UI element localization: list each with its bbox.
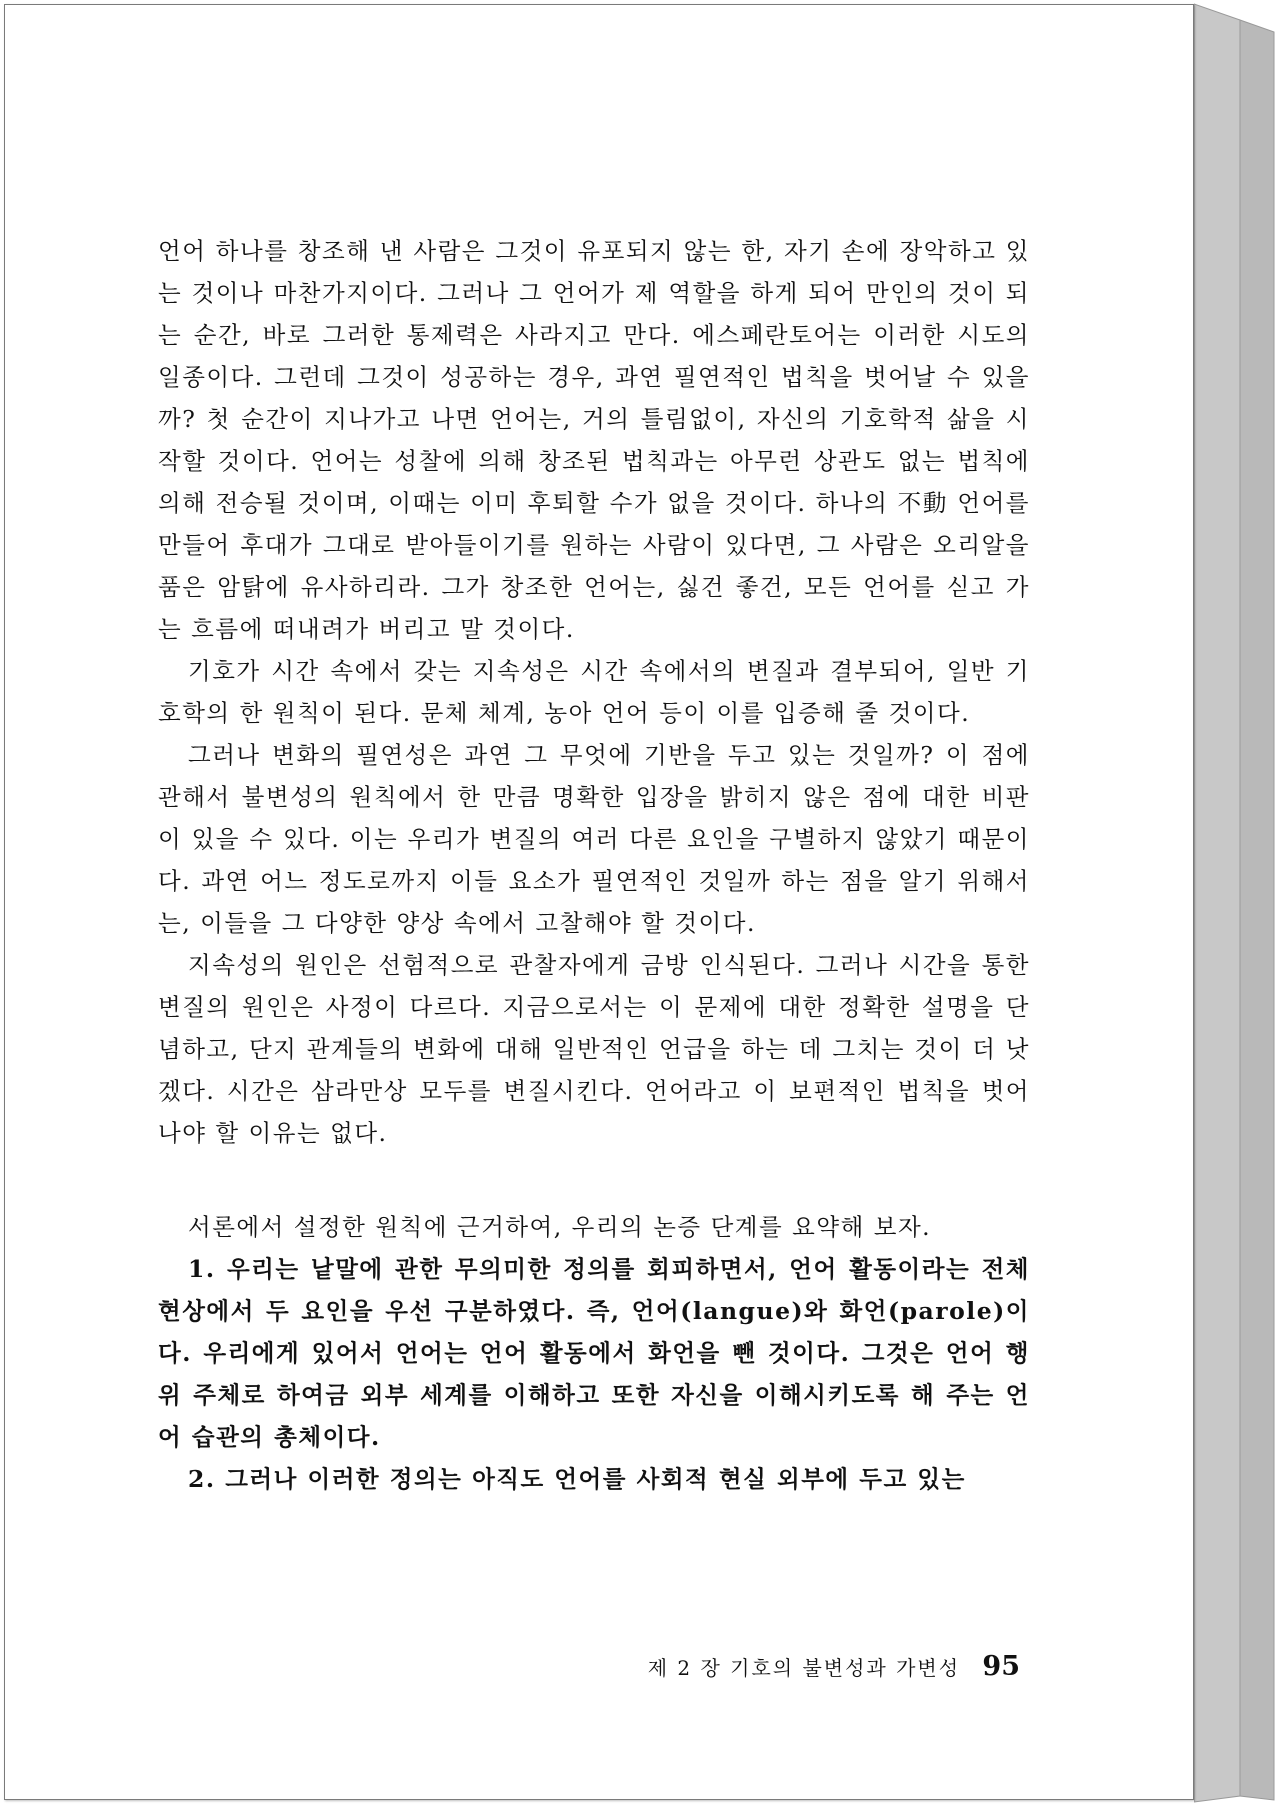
section-gap — [158, 1154, 1030, 1206]
body-paragraph: 기호가 시간 속에서 갖는 지속성은 시간 속에서의 변질과 결부되어, 일반 기호학의 한 원칙이 된다. 문체 체계, 농아 언어 등이 이를 입증해 줄 것이다. — [158, 657, 1030, 727]
page-stack-edge — [1194, 0, 1275, 1806]
summary-intro: 서론에서 설정한 원칙에 근거하여, 우리의 논증 단계를 요약해 보자. — [188, 1213, 932, 1241]
summary-point-1: 1. 우리는 낱말에 관한 무의미한 정의를 회피하면서, 언어 활동이라는 전체 현상에서 두 요인을 우선 구분하였다. 즉, 언어(langue)와 화언(parole)이다. 우리에게 있어서 언어는 언어 활동에서 화언을 뺀 것이다. 그것은 언어 행위 주체로 하여금 외부 세계를 이해하고 또한 자신을 이해시키도록 해 주는 언어 습관의 총체이다. — [158, 1255, 1030, 1451]
running-footer — [600, 1651, 1020, 1682]
body-paragraph: 그러나 변화의 필연성은 과연 그 무엇에 기반을 두고 있는 것일까? 이 점에 관해서 불변성의 원칙에서 한 만큼 명확한 입장을 밝히지 않은 점에 대한 비판이 있을 수 있다. 이는 우리가 변질의 여러 다른 요인을 구별하지 않았기 때문이다. 과연 어느 정도로까지 이들 요소가 필연적인 것일까 하는 점을 알기 위해서는, 이들을 그 다양한 양상 속에서 고찰해야 할 것이다. — [158, 741, 1030, 937]
page-number: 95 — [982, 1651, 1020, 1682]
chapter-title: 제 2 장 기호의 불변성과 가변성 — [647, 1656, 961, 1680]
body-paragraph: 언어 하나를 창조해 낸 사람은 그것이 유포되지 않는 한, 자기 손에 장악하고 있는 것이나 마찬가지이다. 그러나 그 언어가 제 역할을 하게 되어 만인의 것이 되는 순간, 바로 그러한 통제력은 사라지고 만다. 에스페란토어는 이러한 시도의 일종이다. 그런데 그것이 성공하는 경우, 과연 필연적인 법칙을 벗어날 수 있을까? 첫 순간이 지나가고 나면 언어는, 거의 틀림없이, 자신의 기호학적 삶을 시작할 것이다. 언어는 성찰에 의해 창조된 법칙과는 아무런 상관도 없는 법칙에 의해 전승될 것이며, 이때는 이미 후퇴할 수가 없을 것이다. 하나의 不動 언어를 만들어 후대가 그대로 받아들이기를 원하는 사람이 있다면, 그 사람은 오리알을 품은 암탉에 유사하리라. 그가 창조한 언어는, 싫건 좋건, 모든 언어를 싣고 가는 흐름에 떠내려가 버리고 말 것이다. — [158, 237, 1030, 643]
summary-point-2: 2. 그러나 이러한 정의는 아직도 언어를 사회적 현실 외부에 두고 있는 — [188, 1465, 966, 1493]
body-paragraph: 지속성의 원인은 선험적으로 관찰자에게 금방 인식된다. 그러나 시간을 통한 변질의 원인은 사정이 다르다. 지금으로서는 이 문제에 대한 정확한 설명을 단념하고, 단지 관계들의 변화에 대해 일반적인 언급을 하는 데 그치는 것이 더 낫겠다. 시간은 삼라만상 모두를 변질시킨다. 언어라고 이 보편적인 법칙을 벗어나야 할 이유는 없다. — [158, 951, 1030, 1147]
page-body — [158, 230, 1030, 1500]
